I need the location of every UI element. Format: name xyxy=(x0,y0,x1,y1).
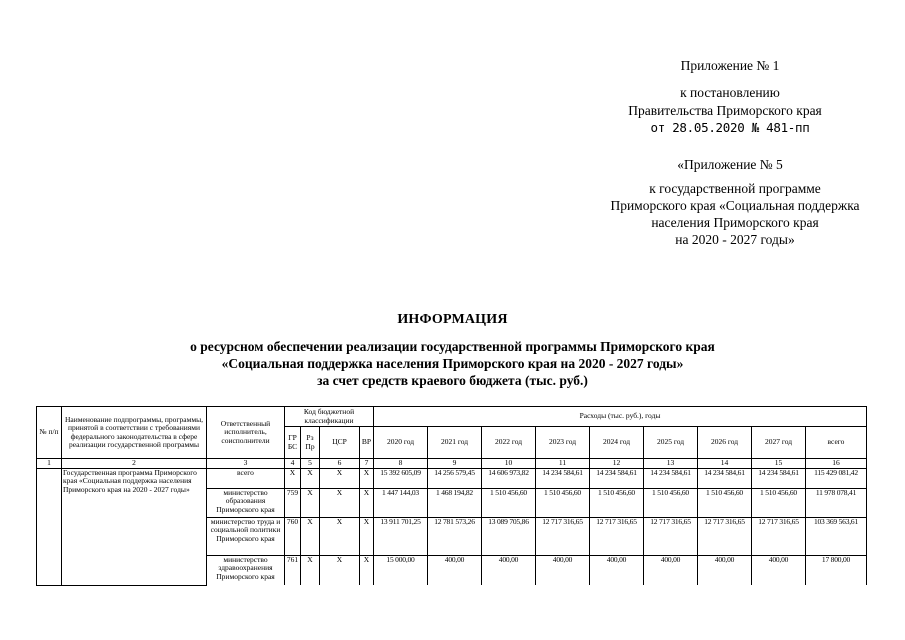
value-cell: 15 000,00 xyxy=(374,555,428,585)
header-csr: ЦСР xyxy=(320,427,360,459)
grbs-cell: 760 xyxy=(285,517,301,555)
column-number: 7 xyxy=(360,459,374,469)
csr-cell: X xyxy=(320,488,360,517)
value-cell: 1 510 456,60 xyxy=(752,488,806,517)
document-subtitle-1: о ресурсном обеспечении реализации государственной программы Приморского края xyxy=(190,339,715,354)
header-row-1 xyxy=(37,407,867,427)
column-number: 12 xyxy=(590,459,644,469)
column-number: 6 xyxy=(320,459,360,469)
header-year: 2021 год xyxy=(428,427,482,459)
value-cell: 400,00 xyxy=(428,555,482,585)
vr-cell: X xyxy=(360,555,374,585)
header-year: 2022 год xyxy=(482,427,536,459)
value-cell: 14 234 584,61 xyxy=(698,468,752,488)
total-cell: 17 800,00 xyxy=(806,555,867,585)
value-cell: 400,00 xyxy=(698,555,752,585)
column-number: 16 xyxy=(806,459,867,469)
total-cell: 11 978 078,41 xyxy=(806,488,867,517)
value-cell: 15 392 605,09 xyxy=(374,468,428,488)
value-cell: 12 717 316,65 xyxy=(644,517,698,555)
total-cell: 103 369 563,61 xyxy=(806,517,867,555)
value-cell: 14 256 579,45 xyxy=(428,468,482,488)
header-expenses: Расходы (тыс. руб.), годы xyxy=(374,407,867,427)
value-cell: 12 717 316,65 xyxy=(752,517,806,555)
appendix-5-line-1: к государственной программе xyxy=(649,181,821,196)
header-rzpr: Рз Пр xyxy=(301,427,320,459)
resource-table xyxy=(36,406,867,586)
column-number: 4 xyxy=(285,459,301,469)
executor-cell: министерство здравоохранения Приморского края xyxy=(207,555,285,585)
column-number: 9 xyxy=(428,459,482,469)
value-cell: 400,00 xyxy=(752,555,806,585)
column-number: 1 xyxy=(37,459,62,469)
column-number: 14 xyxy=(698,459,752,469)
executor-cell: министерство труда и социальной политики Приморского края xyxy=(207,517,285,555)
value-cell: 400,00 xyxy=(482,555,536,585)
appendix-1-line-1: к постановлению xyxy=(680,85,780,100)
rzpr-cell: X xyxy=(301,517,320,555)
value-cell: 12 781 573,26 xyxy=(428,517,482,555)
column-number: 3 xyxy=(207,459,285,469)
column-number: 8 xyxy=(374,459,428,469)
header-vr: ВР xyxy=(360,427,374,459)
appendix-5-title: «Приложение № 5 xyxy=(677,157,783,172)
total-cell: 115 429 081,42 xyxy=(806,468,867,488)
value-cell: 13 089 705,86 xyxy=(482,517,536,555)
column-number: 15 xyxy=(752,459,806,469)
rzpr-cell: X xyxy=(301,488,320,517)
header-name: Наименование подпрограммы, программы, принятой в соответствии с требованиями федерального законодательства в сфере реализации государственной программы xyxy=(62,407,207,459)
rzpr-cell: X xyxy=(301,555,320,585)
value-cell: 1 468 194,82 xyxy=(428,488,482,517)
grbs-cell: 761 xyxy=(285,555,301,585)
value-cell: 14 234 584,61 xyxy=(752,468,806,488)
header-year: 2023 год xyxy=(536,427,590,459)
vr-cell: X xyxy=(360,517,374,555)
executor-cell: всего xyxy=(207,468,285,488)
appendix-5-line-2: Приморского края «Социальная поддержка xyxy=(610,198,860,213)
vr-cell: X xyxy=(360,488,374,517)
value-cell: 12 717 316,65 xyxy=(590,517,644,555)
table-row xyxy=(37,468,867,488)
value-cell: 14 234 584,61 xyxy=(536,468,590,488)
value-cell: 1 510 456,60 xyxy=(482,488,536,517)
header-executor: Ответственный исполнитель, соисполнители xyxy=(207,407,285,459)
vr-cell: X xyxy=(360,468,374,488)
value-cell: 1 510 456,60 xyxy=(590,488,644,517)
header-year: 2026 год xyxy=(698,427,752,459)
header-num: № п/п xyxy=(37,407,62,459)
value-cell: 400,00 xyxy=(644,555,698,585)
appendix-1-title: Приложение № 1 xyxy=(680,58,780,73)
header-year: 2025 год xyxy=(644,427,698,459)
value-cell: 13 911 701,25 xyxy=(374,517,428,555)
value-cell: 1 447 144,03 xyxy=(374,488,428,517)
csr-cell: X xyxy=(320,517,360,555)
appendix-5-line-3: населения Приморского края xyxy=(651,215,819,230)
column-number: 10 xyxy=(482,459,536,469)
header-year: 2027 год xyxy=(752,427,806,459)
value-cell: 1 510 456,60 xyxy=(644,488,698,517)
value-cell: 1 510 456,60 xyxy=(698,488,752,517)
column-number-row xyxy=(37,459,867,469)
document-title: ИНФОРМАЦИЯ xyxy=(397,312,508,327)
appendix-1-line-2: Правительства Приморского края xyxy=(628,103,822,118)
row-num-cell xyxy=(37,468,62,585)
program-name-cell: Государственная программа Приморского края «Социальная поддержка населения Приморского края на 2020 - 2027 годы» xyxy=(62,468,207,585)
grbs-cell: 759 xyxy=(285,488,301,517)
column-number: 2 xyxy=(62,459,207,469)
document-subtitle-2: «Социальная поддержка населения Приморского края на 2020 - 2027 годы» xyxy=(221,356,684,371)
column-number: 5 xyxy=(301,459,320,469)
rzpr-cell: X xyxy=(301,468,320,488)
header-total: всего xyxy=(806,427,867,459)
value-cell: 1 510 456,60 xyxy=(536,488,590,517)
executor-cell: министерство образования Приморского края xyxy=(207,488,285,517)
column-number: 13 xyxy=(644,459,698,469)
document-subtitle-3: за счет средств краевого бюджета (тыс. руб.) xyxy=(317,373,588,388)
header-grbs: ГР БС xyxy=(285,427,301,459)
header-year: 2024 год xyxy=(590,427,644,459)
header-budget-code: Код бюджетной классификации xyxy=(285,407,374,427)
value-cell: 14 234 584,61 xyxy=(590,468,644,488)
value-cell: 14 234 584,61 xyxy=(644,468,698,488)
grbs-cell: X xyxy=(285,468,301,488)
csr-cell: X xyxy=(320,468,360,488)
value-cell: 14 606 973,82 xyxy=(482,468,536,488)
header-year: 2020 год xyxy=(374,427,428,459)
appendix-5-line-4: на 2020 - 2027 годы» xyxy=(675,232,795,247)
value-cell: 12 717 316,65 xyxy=(536,517,590,555)
value-cell: 400,00 xyxy=(590,555,644,585)
csr-cell: X xyxy=(320,555,360,585)
appendix-1-date: от 28.05.2020 № 481-пп xyxy=(650,120,810,135)
value-cell: 400,00 xyxy=(536,555,590,585)
value-cell: 12 717 316,65 xyxy=(698,517,752,555)
column-number: 11 xyxy=(536,459,590,469)
